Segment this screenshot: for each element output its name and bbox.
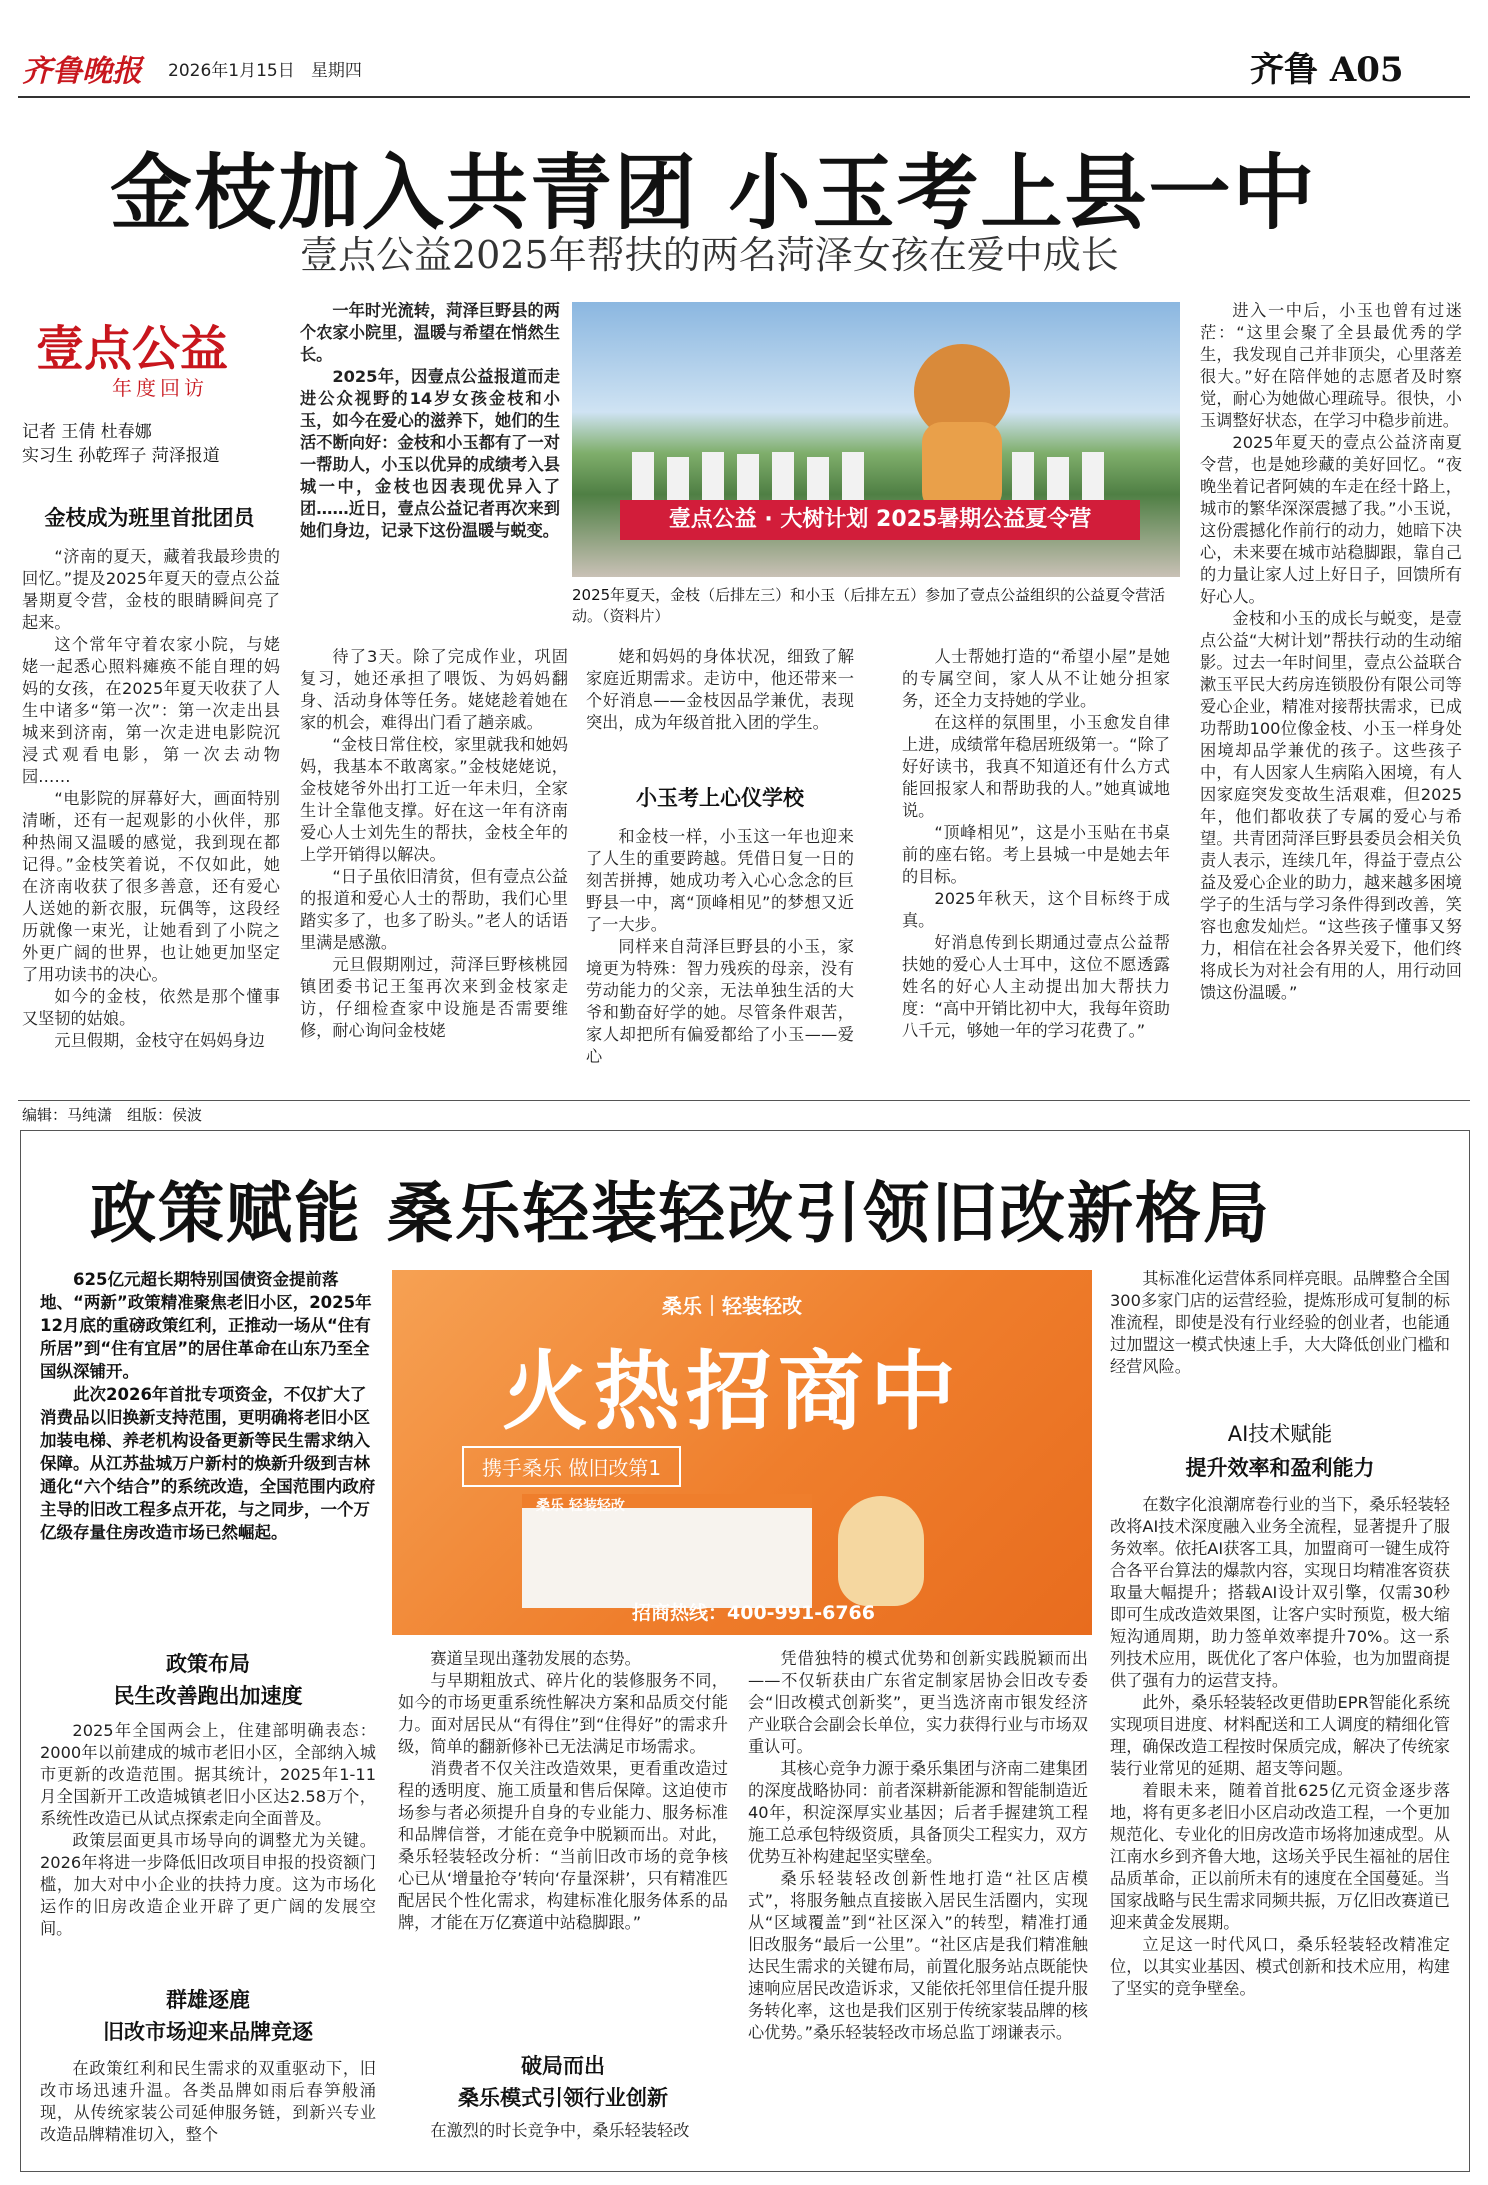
ad-hotline: 招商热线：400-991-6766 <box>632 1602 875 1624</box>
col4-text <box>586 646 854 734</box>
col6-text <box>1200 300 1462 1004</box>
paragraph: 与早期粗放式、碎片化的装修服务不同，如今的市场更重系统性解决方案和品质交付能力。面对居民从“有得住”到“住得好”的需求升级，简单的翻新修补已无法满足市场需求。 <box>398 1671 728 1756</box>
store-sign: 桑乐 轻装轻改 <box>536 1498 625 1514</box>
story2-headline: 政策赋能 桑乐轻装轻改引领旧改新格局 <box>90 1174 1271 1252</box>
paragraph: 此次2026年首批专项资金，不仅扩大了消费品以旧换新支持范围，更明确将老旧小区加装电梯、养老机构设备更新等民生需求纳入保障。从江苏盐城万户新村的焕新升级到吉林通化“六个结合”的系统改造，全国范围内政府主导的旧改工程多点开花，与之同步，一个万亿级存量住房改造市场已然崛起。 <box>40 1385 376 1542</box>
paragraph: 在数字化浪潮席卷行业的当下，桑乐轻装轻改将AI技术深度融入业务全流程，显著提升了服务效率。依托AI获客工具，加盟商可一键生成符合各平台算法的爆款内容，实现日均精准客资获取量大幅提升；搭载AI设计双引擎，仅需30秒即可生成改造效果图，让客户实时预览，极大缩短沟通周期，助力签单效率提升70%。这一系列技术应用，既优化了客户体验，也为加盟商提供了强有力的运营支持。 <box>1110 1495 1450 1690</box>
paragraph: 这个常年守着农家小院，与姥姥一起悉心照料瘫痪不能自理的妈妈的女孩，在2025年夏天收获了人生中诸多“第一次”：第一次走出县城来到济南，第一次走进电影院沉浸式观看电影，第一次去动物园…… <box>22 635 280 786</box>
paragraph: 2025年秋天，这个目标终于成真。 <box>902 889 1170 930</box>
paragraph: 其核心竞争力源于桑乐集团与济南二建集团的深度战略协同：前者深耕新能源和智能制造近40年，积淀深厚实业基因；后者手握建筑工程施工总承包特级资质，具备顶尖工程实力，双方优势互补构建起坚实壁垒。 <box>748 1759 1088 1866</box>
sec2-title2: 旧改市场迎来品牌竞逐 <box>103 2020 313 2044</box>
editor-credit: 编辑：马纯潇 组版：侯波 <box>22 1106 203 1124</box>
paragraph: 消费者不仅关注改造效果，更看重改造过程的透明度、施工质量和售后保障。这迫使市场参与者必须提升自身的专业能力、服务标准和品牌信誉，才能在竞争中脱颖而出。对此，桑乐轻装轻改分析：“当前旧改市场的竞争核心已从‘增量抢夺’转向‘存量深耕’，只有精准匹配居民个性化需求，构建标准化服务体系的品牌，才能在万亿赛道中站稳脚跟。” <box>398 1759 728 1932</box>
paragraph: “顶峰相见”，这是小玉贴在书桌前的座右铭。考上县城一中是她去年的目标。 <box>902 823 1170 886</box>
paragraph: 元旦假期，金枝守在妈妈身边 <box>54 1031 265 1050</box>
col4-text2 <box>586 826 854 1068</box>
paragraph: 政策层面更具市场导向的调整尤为关键。2026年将进一步降低旧改项目申报的投资额门槛，加大对中小企业的扶持力度。这为市场化运作的旧房改造企业开辟了更广阔的发展空间。 <box>40 1831 376 1938</box>
byline-reporters: 记者 王倩 杜春娜 <box>22 422 152 442</box>
story1-subhead: 壹点公益2025年帮扶的两名菏泽女孩在爱中成长 <box>300 233 1119 277</box>
paragraph: 在政策红利和民生需求的双重驱动下，旧改市场迅速升温。各类品牌如雨后春笋般涌现，从传统家装公司延伸服务链，到新兴专业改造品牌精准切入，整个 <box>40 2059 376 2144</box>
paragraph: “济南的夏天，藏着我最珍贵的回忆。”提及2025年夏天的壹点公益暑期夏令营，金枝的眼睛瞬间亮了起来。 <box>22 547 280 632</box>
mascot-illustration <box>838 1496 924 1606</box>
sec2-title1: 群雄逐鹿 <box>166 1988 250 2012</box>
paragraph: 好消息传到长期通过壹点公益帮扶她的爱心人士耳中，这位不愿透露姓名的好心人主动提出加大帮扶力度：“高中开销比初中大，我每年资助八千元，够她一年的学习花费了。” <box>902 933 1170 1040</box>
colD-title1: AI技术赋能 <box>1227 1422 1333 1446</box>
sec1-text <box>40 1720 376 1940</box>
store-illustration <box>522 1494 812 1608</box>
ad-slogan: 携手桑乐 做旧改第1 <box>462 1446 681 1487</box>
date: 2026年1月15日 <box>168 61 295 81</box>
paragraph: 在激烈的时长竞争中，桑乐轻装轻改 <box>430 2121 690 2140</box>
dateline <box>168 56 362 81</box>
paragraph: 进入一中后，小玉也曾有过迷茫：“这里会聚了全县最优秀的学生，我发现自己并非顶尖，心里落差很大。”好在陪伴她的志愿者及时察觉，耐心为她做心理疏导。很快，小玉调整好状态，在学习中稳步前进。 <box>1200 301 1462 430</box>
paragraph: 着眼未来，随着首批625亿元资金逐步落地，将有更多老旧小区启动改造工程，一个更加规范化、专业化的旧房改造市场将加速成型。从江南水乡到齐鲁大地，这场关乎民生福祉的居住品质革命，正以前所未有的速度在全国蔓延。当国家战略与民生需求同频共振，万亿旧改赛道已迎来黄金发展期。 <box>1110 1781 1450 1932</box>
col5-text <box>902 646 1170 1042</box>
paragraph: 待了3天。除了完成作业，巩固复习，她还承担了喂饭、为妈妈翻身、活动身体等任务。姥姥趁着她在家的机会，难得出门看了趟亲戚。 <box>300 647 568 732</box>
colB-text <box>398 1648 728 1934</box>
paragraph: 和金枝一样，小玉这一年也迎来了人生的重要跨越。凭借日复一日的刻苦拼搏，她成功考入心心念念的巨野县一中，离“顶峰相见”的梦想又近了一大步。 <box>586 827 854 934</box>
paper-name: 齐鲁晚报 <box>22 54 142 89</box>
column-logo: 壹点公益 <box>36 321 229 377</box>
colB-title2: 桑乐模式引领行业创新 <box>458 2086 668 2110</box>
paragraph: 其标准化运营体系同样亮眼。品牌整合全国300多家门店的运营经验，提炼形成可复制的标准流程，即使是没有行业经验的创业者，也能通过加盟这一模式快速上手，大大降低创业门槛和经营风险。 <box>1110 1269 1450 1376</box>
ad-title: 火热招商中 <box>502 1341 962 1442</box>
paragraph: 凭借独特的模式优势和创新实践脱颖而出——不仅斩获由广东省定制家居协会旧改专委会“旧改模式创新奖”，更当选济南市银发经济产业联合会副会长单位，实力获得行业与市场双重认可。 <box>748 1649 1088 1756</box>
sec1-title2: 民生改善跑出加速度 <box>113 1684 303 1708</box>
colB-title1: 破局而出 <box>521 2054 605 2078</box>
paragraph: 2025年全国两会上，住建部明确表态：2000年以前建成的城市老旧小区，全部纳入城市更新的改造范围。据其统计，2025年1-11月全国新开工改造城镇老旧小区达2.58万个，系统性改造已从试点探索走向全面普及。 <box>40 1721 376 1828</box>
paragraph: 人士帮她打造的“希望小屋”是她的专属空间，家人从不让她分担家务，还全力支持她的学业。 <box>902 647 1170 710</box>
paragraph: “金枝日常住校，家里就我和她妈妈，我基本不敢离家。”金枝姥姥说，金枝姥爷外出打工近一年未归，全家生计全靠他支撑。好在这一年有济南爱心人士刘先生的帮扶，金枝全年的上学开销得以解决。 <box>300 735 568 864</box>
byline <box>22 420 272 468</box>
paragraph: 如今的金枝，依然是那个懂事又坚韧的姑娘。 <box>22 987 280 1028</box>
colD-text <box>1110 1268 1450 1378</box>
sec2-text <box>40 2058 376 2146</box>
paragraph: 赛道呈现出蓬勃发展的态势。 <box>430 1649 641 1668</box>
story2-lead <box>40 1268 376 1544</box>
page-section: 齐鲁 A05 <box>1250 50 1404 90</box>
colC-text <box>748 1648 1088 2044</box>
col4-subtitle: 小玉考上心仪学校 <box>636 786 804 810</box>
story1-headline: 金枝加入共青团 小玉考上县一中 <box>110 145 1317 241</box>
top-divider <box>18 96 1470 98</box>
photo-banner: 壹点公益 · 大树计划 2025暑期公益夏令营 <box>620 500 1140 540</box>
franchise-ad <box>392 1270 1092 1635</box>
colD-title2: 提升效率和盈利能力 <box>1185 1456 1375 1480</box>
col3-text <box>300 646 568 1042</box>
paragraph: 元旦假期刚过，菏泽巨野核桃园镇团委书记王玺再次来到金枝家走访，仔细检查家中设施是否需要维修，耐心询问金枝姥 <box>300 955 568 1040</box>
paragraph: 2025年，因壹点公益报道而走进公众视野的14岁女孩金枝和小玉，如今在爱心的滋养下，她们的生活不断向好：金枝和小玉都有了一对一帮助人，小玉以优异的成绩考入县城一中，金枝也因表现优异入了团……近日，壹点公益记者再次来到她们身边，记录下这份温暖与蜕变。 <box>300 367 560 540</box>
paragraph: 625亿元超长期特别国债资金提前落地、“两新”政策精准聚焦老旧小区，2025年12月底的重磅政策红利，正推动一场从“住有所居”到“住有宜居”的居住革命在山东乃至全国纵深铺开。 <box>40 1270 372 1381</box>
paragraph: 姥和妈妈的身体状况，细致了解家庭近期需求。走访中，他还带来一个好消息——金枝因品学兼优，表现突出，成为年级首批入团的学生。 <box>586 647 854 732</box>
paragraph: 立足这一时代风口，桑乐轻装轻改精准定位，以其实业基因、模式创新和技术应用，构建了坚实的竞争壁垒。 <box>1110 1935 1450 1998</box>
paragraph: 一年时光流转，菏泽巨野县的两个农家小院里，温暖与希望在悄然生长。 <box>300 301 560 364</box>
photo-caption: 2025年夏天，金枝（后排左三）和小玉（后排左五）参加了壹点公益组织的公益夏令营活动。（资料片） <box>572 586 1166 625</box>
paragraph: 同样来自菏泽巨野县的小玉，家境更为特殊：智力残疾的母亲，没有劳动能力的父亲，无法单独生活的大爷和勤奋好学的她。尽管条件艰苦，家人却把所有偏爱都给了小玉——爱心 <box>586 937 854 1066</box>
byline-interns: 实习生 孙乾珲子 菏泽报道 <box>22 446 220 466</box>
weekday: 星期四 <box>310 61 362 81</box>
col2-text <box>300 300 560 542</box>
paragraph: 在这样的氛围里，小玉愈发自律上进，成绩常年稳居班级第一。“除了好好读书，我真不知道还有什么方式能回报家人和帮助我的人。”她真诚地说。 <box>902 713 1170 820</box>
sec1-title1: 政策布局 <box>166 1652 250 1676</box>
paragraph: “日子虽依旧清贫，但有壹点公益的报道和爱心人士的帮助，我们心里踏实多了，也多了盼头。”老人的话语里满是感激。 <box>300 867 568 952</box>
story1-bottom-rule <box>18 1100 1470 1101</box>
paragraph: 桑乐轻装轻改创新性地打造“社区店模式”，将服务触点直接嵌入居民生活圈内，实现从“区域覆盖”到“社区深入”的转型，精准打通旧改服务“最后一公里”。“社区店是我们精准触达民生需求的关键布局，前置化服务站点既能快速响应居民改造诉求，又能依托邻里信任提升服务转化率，这也是我们区别于传统家装品牌的核心优势。”桑乐轻装轻改市场总监丁翊谦表示。 <box>748 1869 1088 2042</box>
col1-text <box>22 546 280 1052</box>
col1-subtitle: 金枝成为班里首批团员 <box>44 506 255 530</box>
paragraph: 2025年夏天的壹点公益济南夏令营，也是她珍藏的美好回忆。“夜晚坐着记者阿姨的车走在经十路上，城市的繁华深深震撼了我。”小玉说，这份震撼化作前行的动力，她暗下决心，未来要在城市站稳脚跟，靠自己的力量让家人过上好日子，回馈所有好心人。 <box>1200 433 1462 606</box>
colB-text2 <box>398 2120 728 2142</box>
paragraph: 金枝和小玉的成长与蜕变，是壹点公益“大树计划”帮扶行动的生动缩影。过去一年时间里，壹点公益联合漱玉平民大药房连锁股份有限公司等爱心企业，精准对接帮扶需求，已成功帮助100位像金枝、小玉一样身处困境却品学兼优的孩子。这些孩子中，有人因家人生病陷入困境，有人因家庭突发变故生活艰难，但2025年，他们都收获了专属的爱心与希望。共青团菏泽巨野县委员会相关负责人表示，连续几年，得益于壹点公益及爱心企业的助力，越来越多困境学子的生活与学习条件得到改善，笑容也愈发灿烂。“这些孩子懂事又努力，相信在社会各界关爱下，他们终将成长为对社会有用的人，用行动回馈这份温暖。” <box>1200 609 1462 1002</box>
colD-text2 <box>1110 1494 1450 2000</box>
column-logo-sub: 年度回访 <box>112 376 208 400</box>
paragraph: “电影院的屏幕好大，画面特别清晰，还有一起观影的小伙伴，那种热闹又温暖的感觉，我到现在都记得。”金枝笑着说，不仅如此，她在济南收获了很多善意，还有爱心人送她的新衣服，玩偶等，这段经历就像一束光，让她看到了小院之外更广阔的世界，也让她更加坚定了用功读书的决心。 <box>22 789 280 984</box>
paragraph: 此外，桑乐轻装轻改更借助EPR智能化系统实现项目进度、材料配送和工人调度的精细化管理，确保改造工程按时保质完成，解决了传统家装行业常见的延期、超支等问题。 <box>1110 1693 1450 1778</box>
ad-brand: 桑乐｜轻装轻改 <box>662 1294 802 1318</box>
